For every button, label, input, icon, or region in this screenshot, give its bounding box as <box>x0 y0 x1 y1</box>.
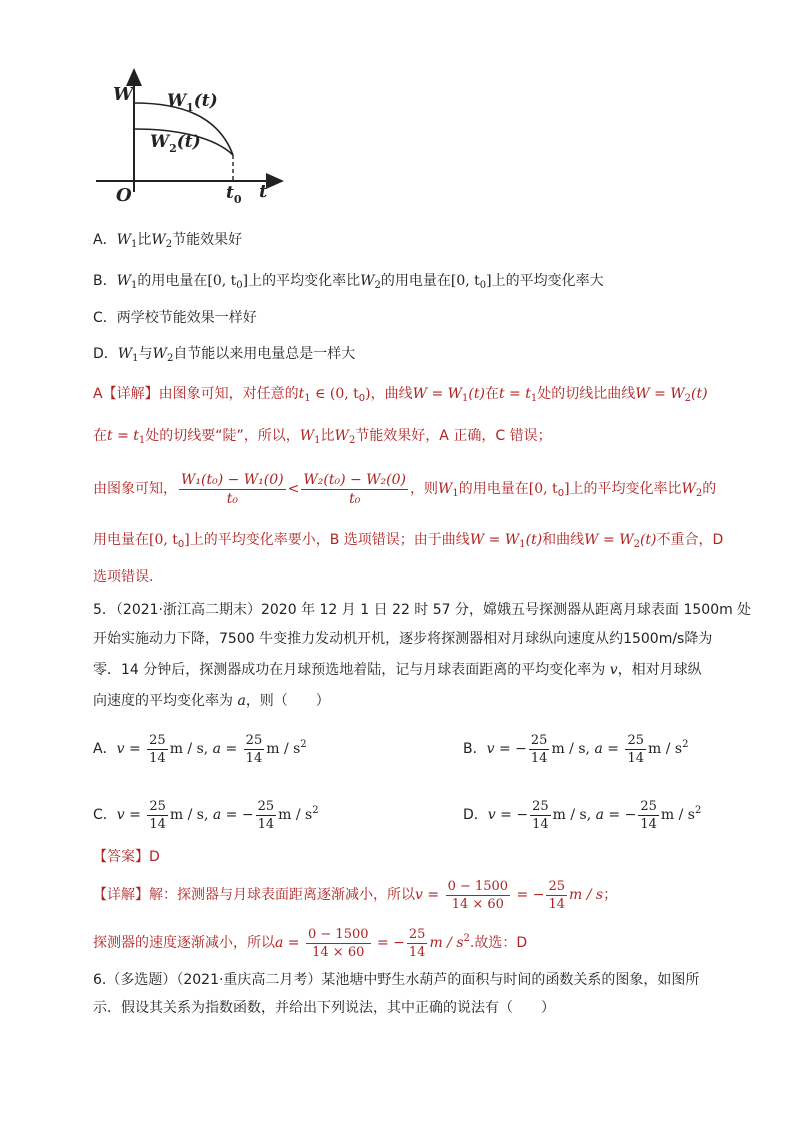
w1-var: W <box>167 91 187 111</box>
q4-ans-l2-w2: W <box>334 428 349 444</box>
q5-opt-c-u1: m / s, <box>169 807 213 823</box>
q4-ans-l3-w2: W <box>681 481 696 497</box>
q5-detail-1-v: v <box>415 887 423 903</box>
q4-ans-l3-w1sub: 1 <box>452 488 459 499</box>
q5-opt-d-eq2: = − <box>603 807 637 823</box>
origin-label: O <box>116 185 132 206</box>
q5-opt-a-sq: 2 <box>300 739 307 750</box>
q4-ans-l3-rate: 上的平均变化率比 <box>569 481 682 497</box>
q4-answer-line-5 <box>93 566 153 588</box>
q5-stem-line-2-text: 开始实施动力下降，7500 牛变推力发动机开机，逐步将探测器相对月球纵向速度从约1500m/s降为 <box>93 631 713 647</box>
t0-label-sub: 0 <box>233 193 242 206</box>
q4-ans-l2-bi: 比 <box>320 428 335 444</box>
q4-ans-l2-zai: 在 <box>93 428 107 444</box>
q5-stem-line-4-a: a <box>237 693 246 709</box>
q4-option-c <box>93 307 257 329</box>
q4-option-a-bi: 比 <box>137 232 152 248</box>
q5-detail-2-sq: 2 <box>463 933 470 944</box>
q5-opt-d-v: v <box>487 807 496 823</box>
q5-detail-2-eq2: = − <box>372 935 405 951</box>
q4-ans-l3-then: ，则 <box>410 481 439 497</box>
q5-detail-1-d2: 14 <box>548 896 565 912</box>
q4-option-b-interval-1-open: [0, t <box>207 273 237 289</box>
q4-answer-line-3 <box>93 466 716 517</box>
q5-detail-2-pre: 探测器的速度逐渐减小，所以 <box>93 935 275 951</box>
q5-stem-line-3-pre: 零．14 分钟后，探测器成功在月球预选地着陆，记与月球表面距离的平均变化率为 <box>93 662 610 678</box>
q5-opt-d-u1: m / s, <box>552 807 596 823</box>
q5-stem-line-4-post: ，则（ ） <box>245 693 330 709</box>
q4-ans-l1-t1: t <box>298 386 305 402</box>
q5-opt-c-eq1: = <box>124 807 146 823</box>
q4-option-b-interval-2-open: [0, t <box>450 273 480 289</box>
q5-option-d <box>463 786 701 840</box>
q4-ans-l4-intsub: 0 <box>177 539 185 550</box>
q4-option-d-text: 自节能以来用电量总是一样大 <box>173 346 356 362</box>
q4-option-b-interval-1-sub: 0 <box>236 280 243 291</box>
q6-stem-line-2 <box>93 997 555 1019</box>
q5-detail-line-1 <box>93 872 617 918</box>
q5-stem-line-1 <box>93 599 751 621</box>
q4-ans-l1-tangent: 处的切线比曲线 <box>537 386 636 402</box>
q4-option-d-yu: 与 <box>138 346 153 362</box>
q5-opt-b-d1: 14 <box>530 750 548 766</box>
q5-opt-a-eq2: = <box>221 741 242 757</box>
q5-opt-b-eq2: = <box>602 741 624 757</box>
q5-opt-a-letter: A． <box>93 741 117 757</box>
q5-opt-c-a: a <box>212 807 222 823</box>
q4-ans-l4-eq1sub: 1 <box>519 539 526 550</box>
q4-ans-l4-end: 不重合，D <box>656 532 724 548</box>
q4-ans-l3-intsub: 0 <box>557 488 565 499</box>
q4-ans-l1-at: 在 <box>484 386 499 402</box>
q4-ans-l1-eq1arg: (t) <box>468 386 485 402</box>
q5-detail-2-d2: 14 <box>408 944 426 960</box>
q4-ans-l4-eq2arg: (t) <box>639 532 657 548</box>
q5-opt-b-u1: m / s, <box>551 741 595 757</box>
q5-answer-label: 【答案】D <box>93 849 160 865</box>
q4-ans-l2-text: 处的切线要“陡”，所以， <box>145 428 300 444</box>
t0-label-var: t <box>226 183 234 203</box>
q4-option-a-w2-sub: 2 <box>165 239 173 250</box>
q5-detail-line-2 <box>93 916 527 966</box>
q4-ans-l2-teqsub: 1 <box>138 435 146 446</box>
q5-opt-d-frac1 <box>530 798 551 833</box>
q4-ans-l3-lt: < <box>287 481 300 497</box>
q4-option-b-w1: W <box>116 273 131 289</box>
q4-option-c-text: 两学校节能效果一样好 <box>116 310 257 326</box>
q5-opt-d-frac2 <box>638 798 659 833</box>
q4-ans-l3-mid: 的用电量在 <box>458 481 529 497</box>
q5-opt-d-eq1: = − <box>495 807 529 823</box>
q5-opt-a-d2: 14 <box>245 750 263 766</box>
q4-ans-l4-eq2: W = W <box>584 532 634 548</box>
q5-detail-1-end: ； <box>603 887 618 903</box>
q4-ans-l4-intclose: ] <box>184 532 190 548</box>
q4-ans-l1-insub: 0 <box>358 393 366 404</box>
q4-ans-l1-eq1: W = W <box>412 386 463 402</box>
q5-detail-1-n2: 25 <box>548 878 565 894</box>
q5-detail-2-num: 0 − 1500 <box>308 926 369 942</box>
q5-opt-c-d1: 14 <box>149 816 166 832</box>
q4-option-b <box>93 270 604 297</box>
q5-opt-b-a: a <box>594 741 603 757</box>
q5-detail-2-eq: = <box>283 935 304 951</box>
q5-stem-line-4-pre: 向速度的平均变化率为 <box>93 693 238 709</box>
w2-arg: (t) <box>176 132 201 152</box>
q5-opt-c-n2: 25 <box>257 798 275 814</box>
q4-ans-l3-de: 的 <box>702 481 717 497</box>
q5-detail-2-end: .故选：D <box>469 935 528 951</box>
q4-option-b-interval-1-close: ] <box>242 273 249 289</box>
q5-detail-2-unit: m / s <box>429 935 464 951</box>
q4-ans-l3-int: [0, t <box>528 481 558 497</box>
q5-opt-b-frac1 <box>529 732 550 767</box>
q5-detail-1-unit: m / s <box>569 887 604 903</box>
energy-usage-graph <box>0 0 794 230</box>
q4-ans-l4-text: 上的平均变化率要小，B 选项错误；由于曲线 <box>189 532 470 548</box>
w1-arg: (t) <box>193 91 218 111</box>
q4-ans-l2-w1: W <box>299 428 315 444</box>
q4-answer-line-2 <box>93 425 552 452</box>
q4-ans-l1-teqsub: 1 <box>530 393 538 404</box>
q4-ans-l4-eq1arg: (t) <box>525 532 543 548</box>
q5-detail-2-frac2 <box>407 926 428 961</box>
t0-label <box>226 183 242 206</box>
q5-answer <box>93 846 160 868</box>
q5-stem-line-2 <box>93 628 712 650</box>
q4-ans-l1-eq2sub: 2 <box>684 393 692 404</box>
q5-opt-a-n2: 25 <box>245 732 263 748</box>
q5-opt-a-n1: 25 <box>149 732 166 748</box>
q4-ans-l3-frac2 <box>301 471 408 508</box>
q5-opt-a-eq1: = <box>124 741 146 757</box>
q4-option-d <box>93 343 355 370</box>
q4-option-d-w1: W <box>117 346 133 362</box>
q4-ans-l1-prefix: A【详解】由图象可知，对任意的 <box>93 386 299 402</box>
q4-ans-l3-frac1-den: t₀ <box>226 490 238 507</box>
q4-option-a-w2: W <box>151 232 166 248</box>
q5-opt-d-n2: 25 <box>640 798 657 814</box>
q4-option-d-w2: W <box>152 346 167 362</box>
q5-detail-1-den: 14 × 60 <box>451 896 504 912</box>
q5-detail-2-frac <box>306 926 371 961</box>
q5-opt-b-frac2 <box>625 732 646 767</box>
q4-ans-l4-eq2sub: 2 <box>633 539 640 550</box>
t-axis-label: t <box>259 181 268 202</box>
q5-stem-line-1-text: 5．（2021·浙江高二期末）2020 年 12 月 1 日 22 时 57 分，嫦娥五号探测器从距离月球表面 1500m 处 <box>93 602 752 618</box>
q5-detail-2-a: a <box>275 935 284 951</box>
q4-option-b-interval-1 <box>207 273 248 289</box>
q4-option-c-letter: C． <box>93 310 117 326</box>
q5-detail-1-eq: = <box>422 887 444 903</box>
q5-opt-c-letter: C． <box>93 807 117 823</box>
q4-option-b-t1: 的用电量在 <box>137 273 208 289</box>
q4-ans-l1-eq2: W = W <box>635 386 685 402</box>
q4-option-b-w2-sub: 2 <box>374 280 381 291</box>
q4-ans-l3-prefix: 由图象可知， <box>93 481 177 497</box>
q5-detail-2-n2: 25 <box>408 926 426 942</box>
q4-ans-l1-close: ) <box>365 386 371 402</box>
q4-ans-l1-eq1sub: 1 <box>462 393 469 404</box>
q5-options-row-1 <box>93 720 733 774</box>
q5-opt-d-n1: 25 <box>532 798 549 814</box>
q4-answer-line-4 <box>93 529 723 556</box>
q5-opt-b-eq1: = − <box>494 741 527 757</box>
q5-opt-a-frac1 <box>147 732 168 767</box>
q4-ans-l1-eq2arg: (t) <box>691 386 708 402</box>
q4-ans-l2-teq: t = t <box>107 428 139 444</box>
q5-opt-d-letter: D． <box>463 807 488 823</box>
q5-detail-1-frac2 <box>546 878 567 913</box>
q4-ans-l3-frac1 <box>179 471 286 508</box>
q5-opt-a-a: a <box>212 741 222 757</box>
q5-opt-c-u2: m / s <box>278 807 313 823</box>
q4-ans-l1-t1sub: 1 <box>304 393 311 404</box>
q5-detail-2-den: 14 × 60 <box>312 944 365 960</box>
q4-ans-l2-end: 节能效果好，A 正确，C 错误； <box>355 428 552 444</box>
q5-detail-1-pre: 【详解】解：探测器与月球表面距离逐渐减小，所以 <box>93 887 415 903</box>
q4-answer-line-1 <box>93 383 708 410</box>
q5-stem-line-3 <box>93 659 702 681</box>
q4-option-b-interval-2-sub: 0 <box>479 280 487 291</box>
q4-ans-l1-mid: ，曲线 <box>370 386 413 402</box>
q4-ans-l1-in: ∈ (0, t <box>310 386 359 402</box>
q4-ans-l2-w1sub: 1 <box>314 435 321 446</box>
q4-ans-l4-eq1: W = W <box>469 532 520 548</box>
q5-opt-b-u2: m / s <box>647 741 683 757</box>
q5-opt-d-d1: 14 <box>532 816 549 832</box>
q5-opt-d-u2: m / s <box>660 807 695 823</box>
q5-opt-a-frac2 <box>244 732 265 767</box>
q5-opt-c-sq: 2 <box>312 805 319 816</box>
w-axis-label: W <box>113 84 134 105</box>
q4-ans-l3-frac2-num: W₂(t₀) − W₂(0) <box>303 471 407 488</box>
q4-option-b-t2: 上的平均变化率比 <box>248 273 361 289</box>
q5-stem-line-3-post: ，相对月球纵 <box>617 662 702 678</box>
q4-option-a <box>93 229 242 256</box>
q4-option-d-letter: D． <box>93 346 118 362</box>
q5-opt-d-sq: 2 <box>694 805 702 816</box>
q5-opt-b-d2: 14 <box>627 750 644 766</box>
q5-opt-c-eq2: = − <box>221 807 254 823</box>
w2-var: W <box>150 132 170 152</box>
q4-ans-l2-w2sub: 2 <box>348 435 356 446</box>
q4-ans-l1-teq: t = t <box>498 386 531 402</box>
q5-opt-d-a: a <box>595 807 604 823</box>
q4-ans-l4-prefix: 用电量在 <box>93 532 149 548</box>
w1-sub: 1 <box>186 101 194 114</box>
q5-detail-1-eq2: = − <box>512 887 545 903</box>
q6-stem-line-1 <box>93 969 699 991</box>
q5-opt-c-n1: 25 <box>149 798 166 814</box>
q4-ans-l3-frac2-den: t₀ <box>349 490 361 507</box>
w2-curve-label <box>150 132 201 155</box>
q5-opt-c-d2: 14 <box>257 816 275 832</box>
q4-option-b-t3: 的用电量在 <box>380 273 451 289</box>
q4-option-a-w1: W <box>116 232 131 248</box>
q4-option-b-w1-sub: 1 <box>131 280 138 291</box>
q5-opt-c-frac2 <box>256 798 277 833</box>
q5-opt-a-u1: m / s, <box>169 741 213 757</box>
q4-option-b-letter: B． <box>93 273 117 289</box>
q5-opt-b-n1: 25 <box>530 732 548 748</box>
q4-ans-l3-w2sub: 2 <box>695 488 703 499</box>
q4-option-b-w2: W <box>360 273 375 289</box>
q5-option-a <box>93 732 307 766</box>
q4-ans-l3-w1: W <box>438 481 453 497</box>
q5-options-row-2 <box>93 786 733 840</box>
q4-option-b-t4: 上的平均变化率大 <box>491 273 604 289</box>
q5-detail-1-frac <box>446 878 511 913</box>
q4-ans-l3-intclose: ] <box>564 481 570 497</box>
q5-option-b <box>463 720 688 774</box>
q5-stem-line-4 <box>93 690 330 712</box>
q5-opt-b-letter: B． <box>463 741 487 757</box>
q4-ans-l3-frac1-num: W₁(t₀) − W₁(0) <box>181 471 284 488</box>
q5-stem-line-3-v: v <box>609 662 618 678</box>
q4-ans-l4-int: [0, t <box>149 532 178 548</box>
q5-opt-a-v: v <box>116 741 125 757</box>
q4-ans-l5: 选项错误. <box>93 569 154 585</box>
q5-opt-b-n2: 25 <box>627 732 644 748</box>
q4-option-a-text: 节能效果好 <box>172 232 243 248</box>
q6-stem-line-2-text: 示．假设其关系为指数函数，并给出下列说法，其中正确的说法有（ ） <box>93 1000 555 1016</box>
q5-detail-1-num: 0 − 1500 <box>447 878 509 894</box>
q5-opt-d-d2: 14 <box>640 816 657 832</box>
q5-opt-a-d1: 14 <box>149 750 166 766</box>
q5-opt-c-frac1 <box>147 798 168 833</box>
q4-option-b-interval-2 <box>451 273 492 289</box>
q4-ans-l4-and: 和曲线 <box>542 532 585 548</box>
w2-sub: 2 <box>169 142 177 155</box>
q4-option-d-w1-sub: 1 <box>132 353 139 364</box>
q4-option-b-interval-2-close: ] <box>486 273 492 289</box>
q5-opt-a-u2: m / s <box>266 741 301 757</box>
q4-option-a-letter: A． <box>93 232 117 248</box>
q4-option-d-w2-sub: 2 <box>166 353 174 364</box>
q5-opt-b-v: v <box>486 741 495 757</box>
w1-curve-label <box>167 91 218 114</box>
q5-option-c <box>93 798 319 832</box>
q6-stem-line-1-text: 6.（多选题）（2021·重庆高二月考）某池塘中野生水葫芦的面积与时间的函数关系的图象，如图所 <box>93 972 700 988</box>
q5-opt-b-sq: 2 <box>682 739 689 750</box>
q4-option-a-w1-sub: 1 <box>130 239 138 250</box>
q5-opt-c-v: v <box>116 807 125 823</box>
